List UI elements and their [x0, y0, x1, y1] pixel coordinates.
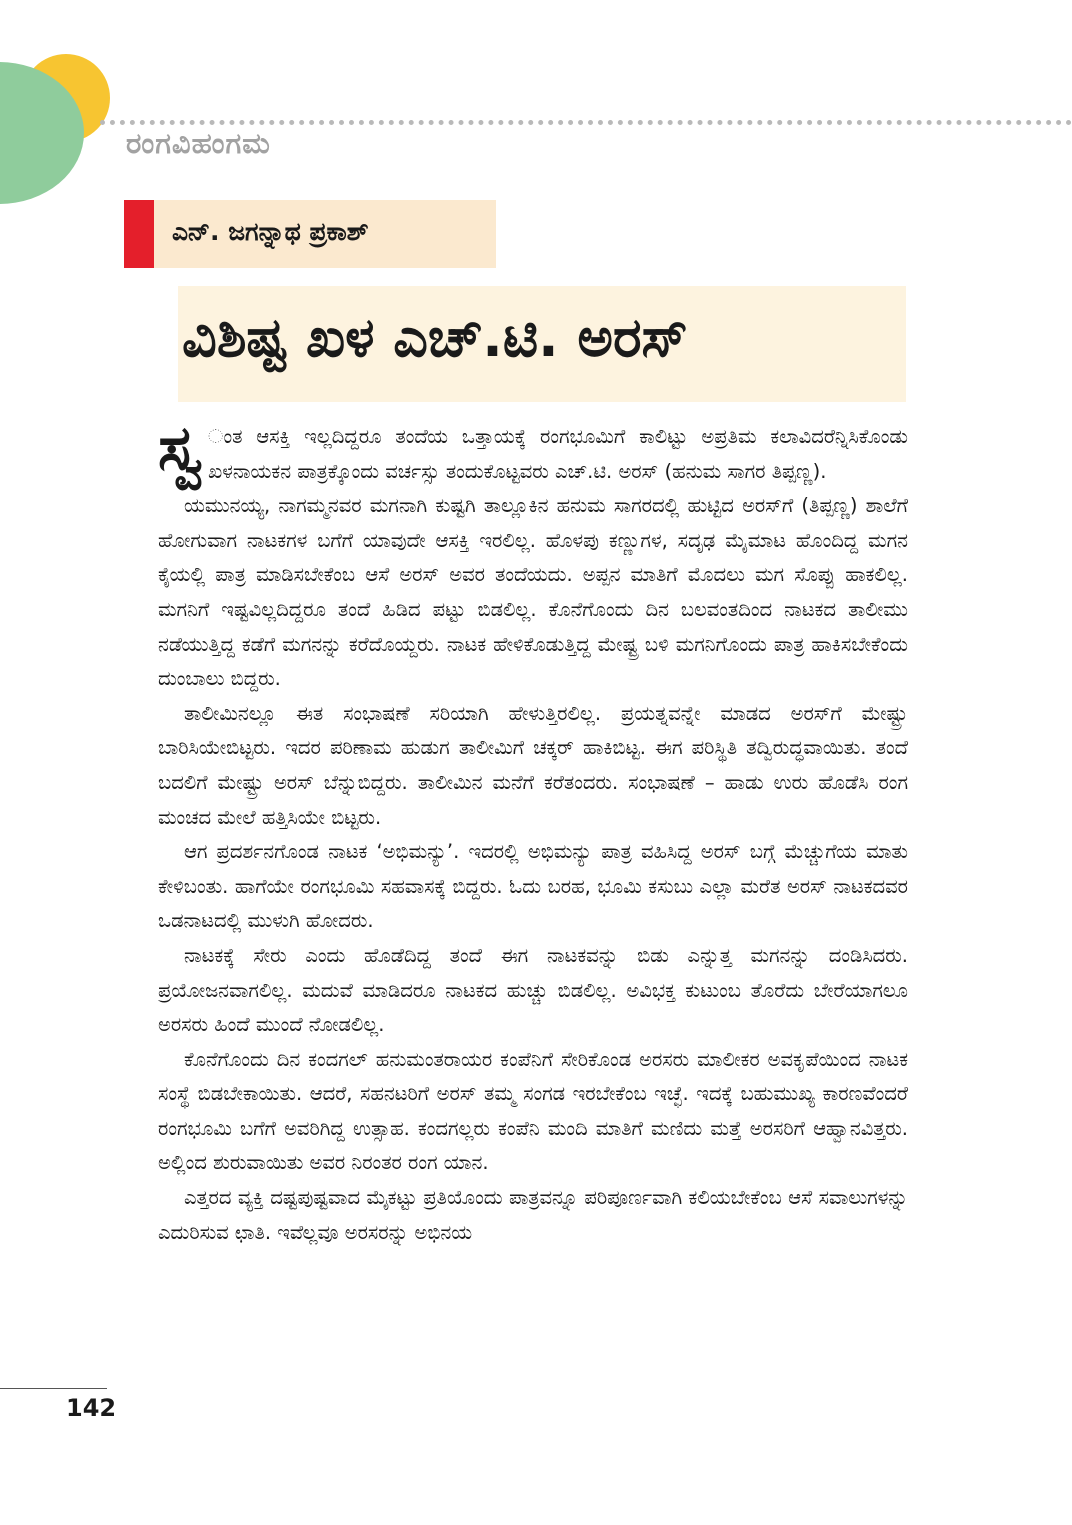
article-paragraph: ತಾಲೀಮಿನಲ್ಲೂ ಈತ ಸಂಭಾಷಣೆ ಸರಿಯಾಗಿ ಹೇಳುತ್ತಿರಲಿಲ್ಲ. ಪ್ರಯತ್ನವನ್ನೇ ಮಾಡದ ಅರಸ್‌ಗೆ ಮೇಷ್ಟ್ರು ಬಾರಿಸಿಯೇಬಿಟ್ಟರು. ಇದರ ಪರಿಣಾಮ ಹುಡುಗ ತಾಲೀಮಿಗೆ ಚಕ್ಕರ್ ಹಾಕಿಬಿಟ್ಟ. ಈಗ ಪರಿಸ್ಥಿತಿ ತದ್ವಿರುದ್ಧವಾಯಿತು. ತಂದೆ ಬದಲಿಗೆ ಮೇಷ್ಟ್ರು ಅರಸ್ ಬೆನ್ನುಬಿದ್ದರು. ತಾಲೀಮಿನ ಮನೆಗೆ ಕರೆತಂದರು. ಸಂಭಾಷಣೆ – ಹಾಡು ಉರು ಹೊಡೆಸಿ ರಂಗ ಮಂಚದ ಮೇಲೆ ಹತ್ತಿಸಿಯೇ ಬಿಟ್ಟರು. — [158, 701, 908, 829]
section-title: ರಂಗವಿಹಂಗಮ — [126, 126, 271, 160]
author-accent-bar — [124, 200, 154, 268]
footer-rule — [0, 1388, 107, 1389]
article-paragraph: ಎತ್ತರದ ವ್ಯಕ್ತಿ ದಷ್ಟಪುಷ್ಟವಾದ ಮೈಕಟ್ಟು ಪ್ರತಿಯೊಂದು ಪಾತ್ರವನ್ನೂ ಪರಿಪೂರ್ಣವಾಗಿ ಕಲಿಯಬೇಕೆಂಬ ಆಸೆ ಸವಾಲುಗಳನ್ನು ಎದುರಿಸುವ ಛಾತಿ. ಇವೆಲ್ಲವೂ ಅರಸರನ್ನು ಅಭಿನಯ — [158, 1186, 908, 1244]
article-paragraph: ಕೊನೆಗೊಂದು ದಿನ ಕಂದಗಲ್ ಹನುಮಂತರಾಯರ ಕಂಪೆನಿಗೆ ಸೇರಿಕೊಂಡ ಅರಸರು ಮಾಲೀಕರ ಅವಕೃಪೆಯಿಂದ ನಾಟಕ ಸಂಸ್ಥೆ ಬಿಡಬೇಕಾಯಿತು. ಆದರೆ, ಸಹನಟರಿಗೆ ಅರಸ್ ತಮ್ಮ ಸಂಗಡ ಇರಬೇಕೆಂಬ ಇಚ್ಛೆ. ಇದಕ್ಕೆ ಬಹುಮುಖ್ಯ ಕಾರಣವೆಂದರೆ ರಂಗಭೂಮಿ ಬಗೆಗೆ ಅವರಿಗಿದ್ದ ಉತ್ಸಾಹ. ಕಂದಗಲ್ಲರು ಕಂಪೆನಿ ಮಂದಿ ಮಾತಿಗೆ ಮಣಿದು ಮತ್ತೆ ಅರಸರಿಗೆ ಆಹ್ವಾನವಿತ್ತರು. ಅಲ್ಲಿಂದ ಶುರುವಾಯಿತು ಅವರ ನಿರಂತರ ರಂಗ ಯಾನ. — [158, 1047, 908, 1175]
article-paragraph: ಆಗ ಪ್ರದರ್ಶನಗೊಂಡ ನಾಟಕ ‘ಅಭಿಮನ್ಯು’. ಇದರಲ್ಲಿ ಅಭಿಮನ್ಯು ಪಾತ್ರ ವಹಿಸಿದ್ದ ಅರಸ್ ಬಗ್ಗೆ ಮೆಚ್ಚುಗೆಯ ಮಾತು ಕೇಳಿಬಂತು. ಹಾಗೆಯೇ ರಂಗಭೂಮಿ ಸಹವಾಸಕ್ಕೆ ಬಿದ್ದರು. ಓದು ಬರಹ, ಭೂಮಿ ಕಸುಬು ಎಲ್ಲಾ ಮರೆತ ಅರಸ್ ನಾಟಕದವರ ಒಡನಾಟದಲ್ಲಿ ಮುಳುಗಿ ಹೋದರು. — [158, 840, 908, 933]
article-paragraph: ನಾಟಕಕ್ಕೆ ಸೇರು ಎಂದು ಹೊಡೆದಿದ್ದ ತಂದೆ ಈಗ ನಾಟಕವನ್ನು ಬಿಡು ಎನ್ನುತ್ತ ಮಗನನ್ನು ದಂಡಿಸಿದರು. ಪ್ರಯೋಜನವಾಗಲಿಲ್ಲ. ಮದುವೆ ಮಾಡಿದರೂ ನಾಟಕದ ಹುಚ್ಚು ಬಿಡಲಿಲ್ಲ. ಅವಿಭಕ್ತ ಕುಟುಂಬ ತೊರೆದು ಬೇರೆಯಾಗಲೂ ಅರಸರು ಹಿಂದೆ ಮುಂದೆ ನೋಡಲಿಲ್ಲ. — [158, 943, 908, 1037]
headline-box — [178, 286, 906, 402]
drop-cap: ಸ್ವ — [158, 411, 203, 484]
dotted-header-rule — [100, 120, 1072, 125]
article-paragraph — [158, 411, 908, 489]
page-number: 142 — [66, 1394, 117, 1422]
author-name: ಎನ್. ಜಗನ್ನಾಥ ಪ್ರಕಾಶ್ — [172, 217, 369, 246]
author-byline — [124, 200, 496, 268]
article-headline: ವಿಶಿಷ್ಟ ಖಳ ಎಚ್.ಟಿ. ಅರಸ್ — [182, 306, 688, 369]
article-paragraph: ಯಮುನಯ್ಯ, ನಾಗಮ್ಮನವರ ಮಗನಾಗಿ ಕುಷ್ಟಗಿ ತಾಲ್ಲೂಕಿನ ಹನುಮ ಸಾಗರದಲ್ಲಿ ಹುಟ್ಟಿದ ಅರಸ್‌ಗೆ (ತಿಪ್ಪಣ್ಣ) ಶಾಲೆಗೆ ಹೋಗುವಾಗ ನಾಟಕಗಳ ಬಗೆಗೆ ಯಾವುದೇ ಆಸಕ್ತಿ ಇರಲಿಲ್ಲ. ಹೊಳಪು ಕಣ್ಣುಗಳ, ಸದೃಢ ಮೈಮಾಟ ಹೊಂದಿದ್ದ ಮಗನ ಕೈಯಲ್ಲಿ ಪಾತ್ರ ಮಾಡಿಸಬೇಕೆಂಬ ಆಸೆ ಅರಸ್ ಅವರ ತಂದೆಯದು. ಅಪ್ಪನ ಮಾತಿಗೆ ಮೊದಲು ಮಗ ಸೊಪ್ಪು ಹಾಕಲಿಲ್ಲ. ಮಗನಿಗೆ ಇಷ್ಟವಿಲ್ಲದಿದ್ದರೂ ತಂದೆ ಹಿಡಿದ ಪಟ್ಟು ಬಿಡಲಿಲ್ಲ. ಕೊನೆಗೊಂದು ದಿನ ಬಲವಂತದಿಂದ ನಾಟಕದ ತಾಲೀಮು ನಡೆಯುತ್ತಿದ್ದ ಕಡೆಗೆ ಮಗನನ್ನು ಕರೆದೊಯ್ದರು. ನಾಟಕ ಹೇಳಿಕೊಡುತ್ತಿದ್ದ ಮೇಷ್ಟ್ರ ಬಳಿ ಮಗನಿಗೊಂದು ಪಾತ್ರ ಹಾಕಿಸಬೇಕೆಂದು ದುಂಬಾಲು ಬಿದ್ದರು. — [158, 494, 908, 691]
article-body — [158, 411, 908, 1250]
first-paragraph-text: ಂತ ಆಸಕ್ತಿ ಇಲ್ಲದಿದ್ದರೂ ತಂದೆಯ ಒತ್ತಾಯಕ್ಕೆ ರಂಗಭೂಮಿಗೆ ಕಾಲಿಟ್ಟು ಅಪ್ರತಿಮ ಕಲಾವಿದರೆನ್ನಿಸಿಕೊಂಡು ಖಳನಾಯಕನ ಪಾತ್ರಕ್ಕೊಂದು ವರ್ಚಸ್ಸು ತಂದುಕೊಟ್ಟವರು ಎಚ್.ಟಿ. ಅರಸ್ (ಹನುಮ ಸಾಗರ ತಿಪ್ಪಣ್ಣ). — [208, 425, 908, 483]
